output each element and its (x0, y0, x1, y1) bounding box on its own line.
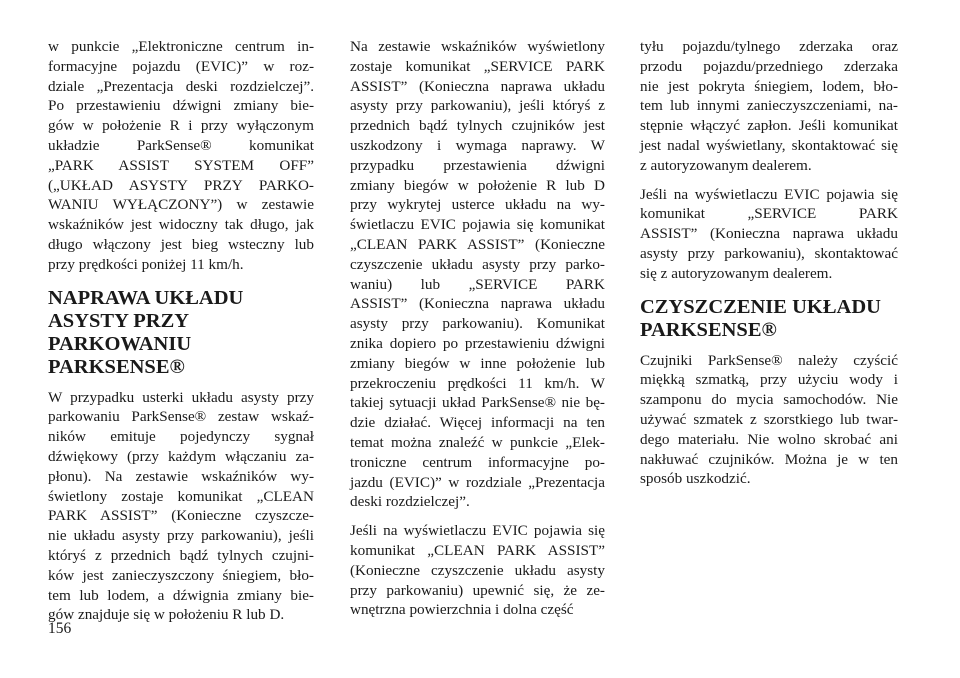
text-line: WANIU WYŁĄCZONY”) w zestawie (48, 196, 314, 214)
text-line: dźwiękowy (przy każdym włączaniu za- (48, 447, 314, 465)
text-line: przy wykrytej usterce układu na wy- (350, 196, 605, 214)
text-line: gów znajduje się w położeniu R lub D. (48, 606, 285, 624)
text-line: świetlony zostaje komunikat „CLEAN (48, 487, 314, 505)
paragraph (640, 37, 898, 176)
text-line: sposób uszkodzić. (640, 470, 751, 488)
paragraph (48, 388, 314, 626)
text-column-2 (350, 37, 605, 629)
text-line: gów w położenie R i przy wyłączonym (48, 117, 314, 135)
text-line: temat można znaleźć w punkcie „Elek- (350, 433, 605, 451)
text-line: deski rozdzielczej”. (350, 493, 470, 511)
text-line: Po przestawieniu dźwigni zmiany bie- (48, 97, 314, 115)
text-line: ników emituje pojedynczy sygnał (48, 428, 314, 446)
text-line: przypadku przestawienia dźwigni (350, 156, 605, 174)
text-line: dziale „Prezentacja deski rozdzielczej”. (48, 77, 314, 95)
text-line: asysty przy parkowaniu), jeśli któryś z (350, 97, 605, 115)
text-line: ASYSTY PRZY (48, 309, 190, 332)
text-line: świetlaczu EVIC pojawia się komunikat (350, 216, 605, 234)
text-line: PARKSENSE® (48, 355, 185, 378)
text-line: któryś z przednich bądź tylnych czujni- (48, 546, 314, 564)
text-line: czyszczenie układu asysty przy parko- (350, 255, 605, 273)
paragraph (350, 521, 605, 620)
text-line: przodu pojazdu/przedniego zderzaka (640, 57, 898, 75)
text-line: NAPRAWA UKŁADU (48, 286, 244, 309)
text-line: szamponu do mycia samochodów. Nie (640, 391, 898, 409)
paragraph (640, 351, 898, 490)
paragraph (48, 37, 314, 275)
text-line: CZYSZCZENIE UKŁADU (640, 295, 881, 318)
section-heading (48, 287, 314, 379)
text-line: komunikat „SERVICE PARK (640, 205, 898, 223)
text-line: tem lub innymi zanieczyszczeniami, na- (640, 97, 898, 115)
text-line: w punkcie „Elektroniczne centrum in- (48, 38, 314, 55)
text-line: nie jest pokryta śniegiem, lodem, bło- (640, 77, 898, 95)
text-line: troniczne centrum informacyjne po- (350, 453, 605, 471)
text-line: tem lub lodem, a dźwignia zmiany bie- (48, 586, 314, 604)
text-line: komunikat „CLEAN PARK ASSIST” (350, 541, 605, 559)
text-line: Czujniki ParkSense® należy czyścić (640, 351, 898, 369)
text-line: jest nadal wyświetlany, skontaktować się (640, 136, 898, 154)
text-line: przy prędkości poniżej 11 km/h. (48, 255, 244, 273)
text-line: waniu) lub „SERVICE PARK (350, 275, 605, 293)
text-column-3 (640, 37, 898, 498)
text-line: płonu). Na zestawie wskaźników wy- (48, 467, 314, 485)
section-heading (640, 296, 898, 342)
text-line: Jeśli na wyświetlaczu EVIC pojawia się (640, 185, 898, 203)
text-line: przy parkowaniu) upewnić się, że ze- (350, 581, 605, 599)
paragraph (350, 37, 605, 512)
page-number: 156 (48, 620, 72, 637)
text-line: jazdu (EVIC)” w rozdziale „Prezentacja (350, 473, 605, 491)
text-line: wnętrzna powierzchnia i dolna część (350, 601, 574, 619)
text-line: wskaźników jest widoczny tak długo, jak (48, 216, 314, 234)
text-line: takiej sytuacji układ ParkSense® nie bę- (350, 394, 605, 412)
text-line: znika dopiero po przestawieniu dźwigni (350, 334, 605, 352)
text-line: zmiany biegów w inne położenie lub (350, 354, 605, 372)
text-line: „CLEAN PARK ASSIST” (Konieczne (350, 235, 605, 253)
text-line: używać szmatek z szorstkiego lub twar- (640, 410, 898, 428)
paragraph (640, 185, 898, 284)
text-line: („UKŁAD ASYSTY PRZY PARKO- (48, 176, 314, 194)
text-line: długo włączony jest bieg wsteczny lub (48, 235, 314, 253)
text-line: nakłuwać czujników. Można je w ten (640, 450, 898, 468)
text-line: asysty przy parkowaniu), skontaktować (640, 244, 898, 262)
text-line: miękką szmatką, przy użyciu wody i (640, 371, 898, 389)
text-line: tyłu pojazdu/tylnego zderzaka oraz (640, 38, 898, 55)
text-line: dzie działać. Więcej informacji na ten (350, 414, 605, 432)
text-line: „PARK ASSIST SYSTEM OFF” (48, 156, 314, 174)
text-line: ków jest zanieczyszczony śniegiem, bło- (48, 566, 314, 584)
text-line: uszkodzony i wymaga naprawy. W (350, 136, 605, 154)
text-line: ASSIST” (Konieczna naprawa układu (640, 225, 898, 243)
text-line: ASSIST” (Konieczna naprawa układu (350, 77, 605, 95)
text-line: zostaje komunikat „SERVICE PARK (350, 57, 605, 75)
text-line: przednich bądź tylnych czujników jest (350, 117, 605, 135)
text-line: parkowaniu ParkSense® zestaw wskaź- (48, 408, 314, 426)
text-line: się z autoryzowanym dealerem. (640, 264, 833, 282)
text-line: formacyjne pojazdu (EVIC)” w roz- (48, 57, 314, 75)
text-line: (Konieczne czyszczenie układu asysty (350, 561, 605, 579)
text-line: zmiany biegów w położenie R lub D (350, 176, 605, 194)
text-line: ASSIST” (Konieczna naprawa układu (350, 295, 605, 313)
text-line: dego materiału. Nie wolno skrobać ani (640, 430, 898, 448)
text-line: z autoryzowanym dealerem. (640, 156, 812, 174)
text-line: asysty przy parkowaniu). Komunikat (350, 315, 605, 333)
text-line: W przypadku usterki układu asysty przy (48, 388, 314, 406)
text-line: Jeśli na wyświetlaczu EVIC pojawia się (350, 522, 605, 540)
text-line: PARKOWANIU (48, 332, 192, 355)
text-line: układzie ParkSense® komunikat (48, 136, 314, 154)
text-column-1 (48, 37, 314, 634)
text-line: przekroczeniu prędkości 11 km/h. W (350, 374, 605, 392)
text-line: PARK ASSIST” (Konieczne czyszcze- (48, 507, 314, 525)
text-line: nie układu asysty przy parkowaniu), jeśli (48, 527, 314, 545)
text-line: PARKSENSE® (640, 318, 777, 341)
text-line: stępnie włączyć zapłon. Jeśli komunikat (640, 117, 898, 135)
text-line: Na zestawie wskaźników wyświetlony (350, 38, 605, 55)
